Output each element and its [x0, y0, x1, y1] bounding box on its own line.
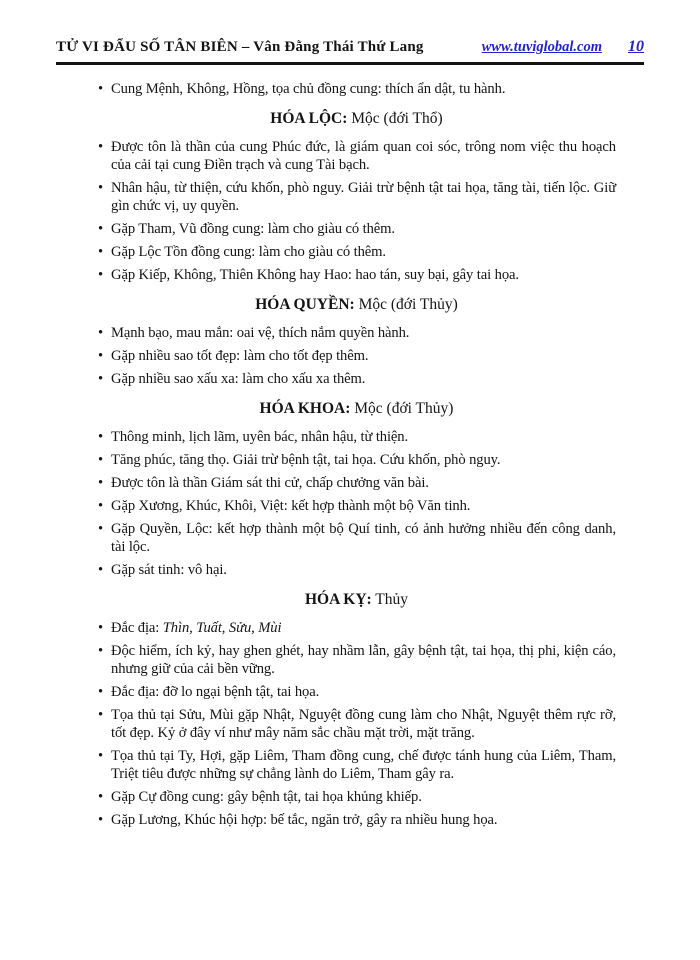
bullet-text: Thông minh, lịch lãm, uyên bác, nhân hậu, từ thiện.: [111, 429, 409, 445]
bullet-item: [97, 683, 616, 701]
bullet-text: Được tôn là thần Giám sát thi cử, chấp chưởng văn bài.: [111, 475, 429, 491]
bullet-text: Đắc địa:: [111, 620, 163, 636]
bullet-item: [97, 451, 616, 469]
bullet-item: [97, 811, 616, 829]
section-heading-detail: Thủy: [371, 591, 409, 608]
section-heading-detail: Mộc (đới Thổ): [347, 110, 443, 127]
bullet-item: [97, 347, 616, 365]
bullet-item: [97, 619, 616, 637]
page-number: 10: [628, 38, 644, 55]
bullet-list: [97, 138, 616, 284]
section-heading-label: HÓA QUYỀN:: [255, 296, 355, 313]
bullet-text: Cung Mệnh, Không, Hồng, tọa chủ đồng cung: thích ẩn dật, tu hành.: [111, 81, 506, 97]
bullet-list: [97, 428, 616, 579]
bullet-item: [97, 80, 616, 98]
bullet-text: Gặp Lương, Khúc hội hợp: bế tắc, ngăn trở, gây ra nhiều hung họa.: [111, 812, 498, 828]
bullet-text: Nhân hậu, từ thiện, cứu khốn, phò nguy. Giải trừ bệnh tật tai họa, tăng tài, tiến lộc. Giữ gìn chức vị, uy quyền.: [111, 180, 616, 214]
bullet-text: Tăng phúc, tăng thọ. Giải trừ bệnh tật, tai họa. Cứu khốn, phò nguy.: [111, 452, 501, 468]
bullet-text: Gặp Quyền, Lộc: kết hợp thành một bộ Quí tinh, có ảnh hưởng nhiều đến công danh, tài lộc.: [111, 521, 616, 555]
bullet-text: Gặp Kiếp, Không, Thiên Không hay Hao: hao tán, suy bại, gây tai họa.: [111, 267, 519, 283]
bullet-text: Gặp Lộc Tồn đồng cung: làm cho giàu có thêm.: [111, 244, 386, 260]
bullet-item: [97, 324, 616, 342]
bullet-item: [97, 706, 616, 742]
bullet-item: [97, 428, 616, 446]
bullet-item: [97, 138, 616, 174]
bullet-text: Mạnh bạo, mau mắn: oai vệ, thích nắm quyền hành.: [111, 325, 410, 341]
bullet-item: [97, 179, 616, 215]
section-heading-detail: Mộc (đới Thủy): [350, 400, 454, 417]
section-heading: [97, 590, 616, 609]
bullet-item: [97, 642, 616, 678]
bullet-text-italic: Thìn, Tuất, Sửu, Mùi: [162, 620, 282, 636]
section-heading-label: HÓA KHOA:: [259, 400, 351, 417]
bullet-text: Được tôn là thần của cung Phúc đức, là giám quan coi sóc, trông nom việc thu hoạch của cải tại cung Điền trạch và cung Tài bạch.: [111, 139, 616, 173]
section-heading-label: HÓA KỴ:: [304, 591, 372, 608]
bullet-text: Gặp Tham, Vũ đồng cung: làm cho giàu có thêm.: [111, 221, 395, 237]
section-heading: [97, 109, 616, 128]
bullet-text: Đắc địa: đỡ lo ngại bệnh tật, tai họa.: [111, 684, 320, 700]
bullet-item: [97, 243, 616, 261]
bullet-text: Độc hiểm, ích kỷ, hay ghen ghét, hay nhầm lẫn, gây bệnh tật, tai họa, thị phi, kiện cáo, nhưng giữ của cải bền vững.: [111, 643, 616, 677]
bullet-item: [97, 520, 616, 556]
document-content: [56, 65, 644, 829]
bullet-text: Gặp Cự đồng cung: gây bệnh tật, tai họa khủng khiếp.: [111, 789, 422, 805]
bullet-item: [97, 474, 616, 492]
bullet-text: Gặp nhiều sao xấu xa: làm cho xấu xa thêm.: [111, 371, 366, 387]
website-link[interactable]: www.tuviglobal.com: [481, 39, 602, 55]
bullet-text: Tọa thủ tại Ty, Hợi, gặp Liêm, Tham đồng cung, chế được tánh hung của Liêm, Tham, Triệt tiêu được những sự chẳng lành do Liêm, Tham gây ra.: [111, 748, 616, 782]
book-title: TỬ VI ĐẨU SỐ TÂN BIÊN – Vân Đằng Thái Thứ Lang: [56, 39, 424, 55]
bullet-text: Gặp nhiều sao tốt đẹp: làm cho tốt đẹp thêm.: [111, 348, 369, 364]
bullet-list: [97, 324, 616, 388]
section-heading-label: HÓA LỘC:: [270, 110, 348, 127]
section-heading-detail: Mộc (đới Thủy): [354, 296, 458, 313]
bullet-item: [97, 497, 616, 515]
bullet-list: [97, 619, 616, 829]
bullet-text: Gặp Xương, Khúc, Khôi, Việt: kết hợp thành một bộ Văn tinh.: [111, 498, 471, 514]
bullet-item: [97, 747, 616, 783]
bullet-item: [97, 561, 616, 579]
bullet-text: Tọa thủ tại Sửu, Mùi gặp Nhật, Nguyệt đồng cung làm cho Nhật, Nguyệt thêm rực rỡ, tốt đẹp. Kỷ ở đây ví như mây năm sắc chầu mặt trời, mặt trăng.: [111, 707, 616, 741]
section-heading: [97, 295, 616, 314]
bullet-text: Gặp sát tinh: vô hại.: [111, 562, 227, 578]
section-heading: [97, 399, 616, 418]
bullet-item: [97, 266, 616, 284]
bullet-item: [97, 370, 616, 388]
bullet-item: [97, 788, 616, 806]
page-header: [56, 38, 644, 65]
bullet-item: [97, 220, 616, 238]
bullet-list: [97, 80, 616, 98]
